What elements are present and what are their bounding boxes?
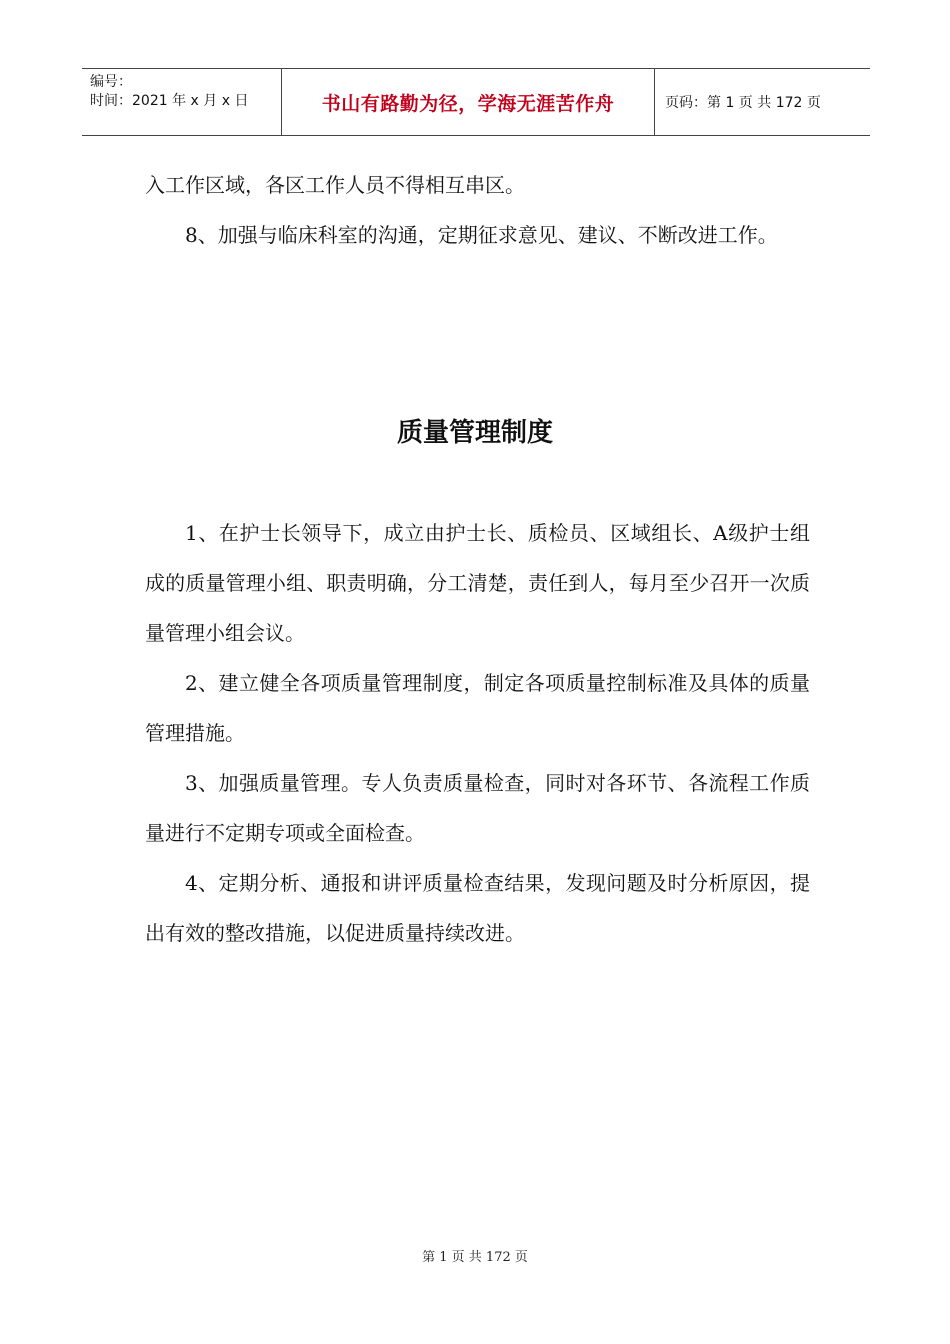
rule-item-2: 2、建立健全各项质量管理制度，制定各项质量控制标准及具体的质量管理措施。 — [145, 671, 810, 745]
section-body — [145, 508, 810, 958]
page-header — [82, 68, 870, 136]
section-title: 质量管理制度 — [396, 418, 553, 448]
serial-number-label: 编号： — [90, 74, 132, 90]
continued-text — [145, 160, 810, 260]
header-page-info: 页码：第 1 页 共 172 页 — [665, 95, 821, 111]
continued-line: 入工作区域，各区工作人员不得相互串区。 — [145, 173, 525, 197]
header-meta-cell — [82, 69, 282, 135]
date-line: 时间：2021 年 x 月 x 日 — [90, 93, 249, 109]
header-motto-cell — [282, 69, 655, 135]
rule-item-4: 4、定期分析、通报和讲评质量检查结果，发现问题及时分析原因，提出有效的整改措施，以促进质量持续改进。 — [145, 871, 810, 945]
page-footer: 第 1 页 共 172 页 — [422, 1250, 528, 1265]
rule-item-3: 3、加强质量管理。专人负责质量检查，同时对各环节、各流程工作质量进行不定期专项或全面检查。 — [145, 771, 810, 845]
header-page-cell — [655, 69, 870, 135]
rule-item-8: 8、加强与临床科室的沟通，定期征求意见、建议、不断改进工作。 — [185, 223, 778, 247]
motto-text: 书山有路勤为径，学海无涯苦作舟 — [321, 92, 615, 115]
rule-item-1: 1、在护士长领导下，成立由护士长、质检员、区域组长、A级护士组成的质量管理小组、职责明确，分工清楚，责任到人，每月至少召开一次质量管理小组会议。 — [145, 521, 810, 645]
